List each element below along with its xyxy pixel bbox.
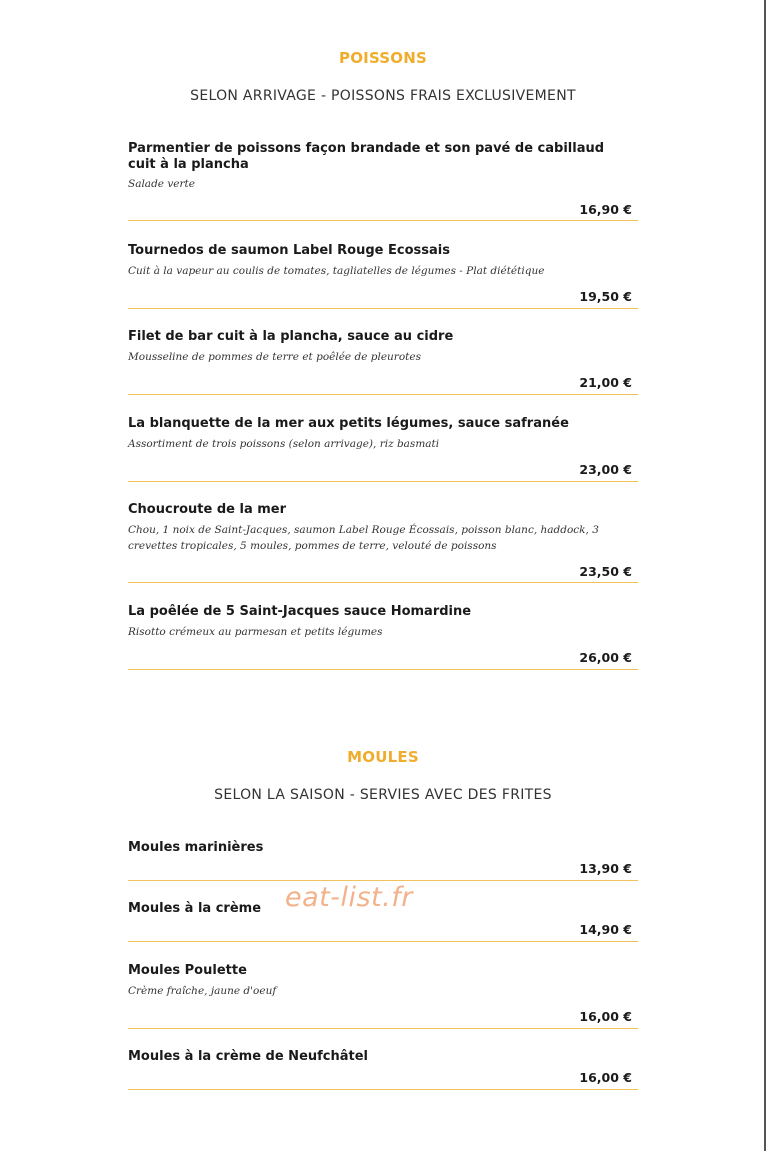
menu-item-price: 21,00 € — [579, 375, 632, 390]
menu-item-name: La blanquette de la mer aux petits légumes, sauce safranée — [128, 416, 569, 431]
item-divider — [128, 220, 638, 221]
item-divider — [128, 308, 638, 309]
menu-item-description: Salade verte — [128, 178, 195, 190]
section-subtitle-moules: SELON LA SAISON - SERVIES AVEC DES FRITES — [214, 787, 552, 803]
menu-item-name: Moules marinières — [128, 840, 264, 855]
menu-item-description: Crème fraîche, jaune d'oeuf — [128, 985, 277, 997]
menu-item-description: Assortiment de trois poissons (selon arrivage), riz basmati — [128, 438, 440, 450]
item-divider — [128, 941, 638, 942]
menu-item-name: Filet de bar cuit à la plancha, sauce au cidre — [128, 329, 454, 344]
menu-item-description: Chou, 1 noix de Saint-Jacques, saumon Label Rouge Écossais, poisson blanc, haddock, 3 crevettes tropicales, 5 moules, pommes de terre, velouté de poissons — [128, 524, 599, 552]
menu-item-price: 19,50 € — [579, 289, 632, 304]
menu-item-name: Moules à la crème — [128, 901, 262, 916]
section-subtitle-poissons: SELON ARRIVAGE - POISSONS FRAIS EXCLUSIVEMENT — [190, 88, 576, 104]
menu-item-price: 16,90 € — [579, 202, 632, 217]
item-divider — [128, 582, 638, 583]
menu-item-price: 23,50 € — [579, 564, 632, 579]
menu-item-price: 14,90 € — [579, 922, 632, 937]
watermark: eat-list.fr — [285, 882, 413, 913]
menu-item-name: Choucroute de la mer — [128, 502, 287, 517]
item-divider — [128, 880, 638, 881]
menu-item-price: 13,90 € — [579, 861, 632, 876]
item-divider — [128, 481, 638, 482]
menu-item-name: La poêlée de 5 Saint-Jacques sauce Homardine — [128, 604, 472, 619]
menu-item-name: Moules à la crème de Neufchâtel — [128, 1049, 369, 1064]
menu-item-price: 16,00 € — [579, 1009, 632, 1024]
menu-item-price: 16,00 € — [579, 1070, 632, 1085]
item-divider — [128, 1089, 638, 1090]
section-title-poissons: POISSONS — [339, 49, 427, 67]
menu-item-description: Risotto crémeux au parmesan et petits légumes — [128, 626, 383, 638]
item-divider — [128, 669, 638, 670]
item-divider — [128, 1028, 638, 1029]
menu-item-price: 23,00 € — [579, 462, 632, 477]
section-title-moules: MOULES — [347, 748, 419, 766]
menu-item-price: 26,00 € — [579, 650, 632, 665]
menu-item-description: Mousseline de pommes de terre et poêlée de pleurotes — [128, 351, 421, 363]
menu-item-description: Cuit à la vapeur au coulis de tomates, tagliatelles de légumes - Plat diététique — [128, 265, 545, 277]
menu-item-name: Parmentier de poissons façon brandade et son pavé de cabillaud cuit à la plancha — [128, 141, 605, 172]
item-divider — [128, 394, 638, 395]
menu-item-name: Moules Poulette — [128, 963, 247, 978]
menu-item-name: Tournedos de saumon Label Rouge Ecossais — [128, 243, 450, 258]
